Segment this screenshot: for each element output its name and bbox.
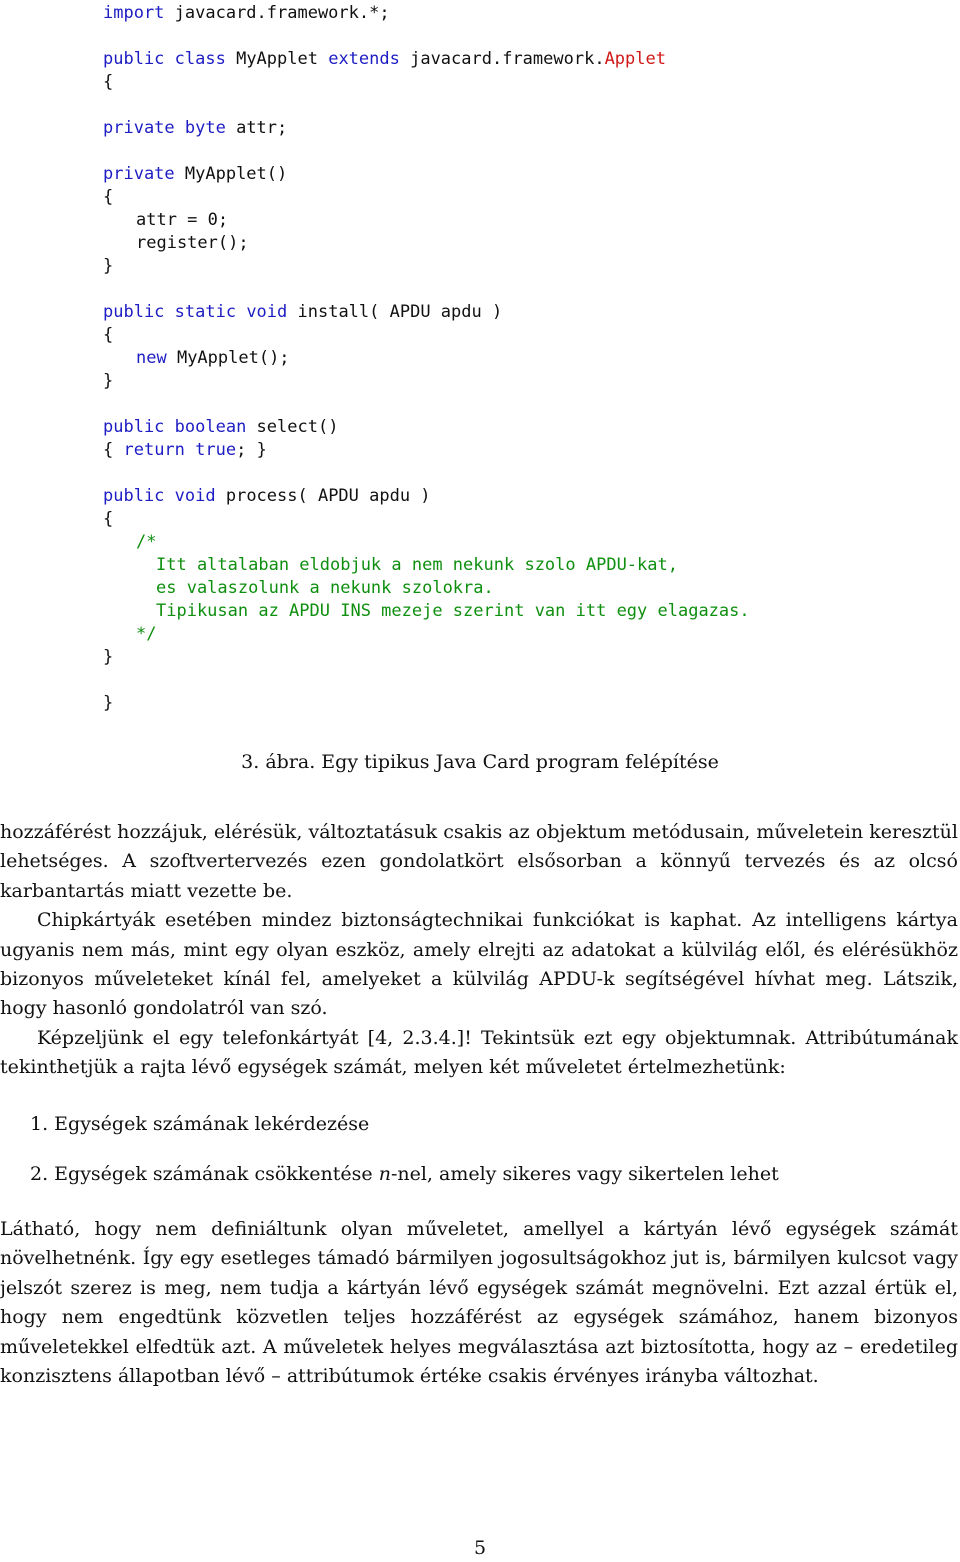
code-comment bbox=[156, 600, 750, 623]
code-class-ref: Applet bbox=[604, 49, 666, 69]
code-line bbox=[103, 255, 113, 278]
code-line bbox=[103, 186, 113, 209]
code-line bbox=[103, 324, 113, 347]
code-text: MyApplet bbox=[236, 49, 329, 69]
paragraph: Látható, hogy nem definiáltunk olyan műveletet, amellyel a kártyán lévő egységek számát növelhetnénk. Így egy esetleges támadó bármilyen jogosultságokhoz jut is, bármilyen kulcsot vagy jelszót szerez is meg, nem tudja a kártyán lévő egységek számát megnövelni. Ezt azzal értük el, hogy nem engedtünk közvetlen teljes hozzáférést az egységek számához, hanem bizonyos műveletekkel elfedtük azt. A műveletek helyes megválasztása azt biztosította, hogy az – eredetileg konzisztens állapotban lévő – attribútumok értéke csakis érvényes irányba változhat. bbox=[0, 1218, 958, 1388]
code-line bbox=[103, 370, 113, 393]
code-text: { bbox=[103, 440, 124, 460]
code-comment bbox=[156, 554, 678, 577]
list-item bbox=[30, 1160, 779, 1188]
paragraph: Chipkártyák esetében mindez biztonságtechnikai funkciókat is kaphat. Az intelligens kártya ugyanis nem más, mint egy olyan eszköz, amely elrejti az adatokat a külvilág elől, és elérésükhöz bizonyos műveleteket kínál fel, amelyeket a külvilág APDU-k segítségével hívhat meg. Látszik, hogy hasonló gondolatról van szó. bbox=[0, 909, 958, 1020]
code-comment bbox=[136, 623, 156, 646]
code-line bbox=[103, 2, 390, 25]
code-text: { bbox=[103, 325, 114, 345]
code-keyword: public bbox=[103, 417, 175, 437]
code-keyword: new bbox=[136, 348, 177, 368]
code-keyword: extends bbox=[328, 49, 411, 69]
body-text bbox=[0, 1215, 958, 1391]
code-line bbox=[103, 71, 113, 94]
code-line bbox=[103, 163, 287, 186]
code-keyword: public bbox=[103, 302, 175, 322]
paragraph: Képzeljünk el egy telefonkártyát [4, 2.3.4.]! Tekintsük ezt egy objektumnak. Attribútumának tekinthetjük a rajta lévő egységek számát, melyen két műveletet értelmezhetünk: bbox=[0, 1026, 958, 1079]
code-text: { bbox=[103, 187, 114, 207]
code-text: MyApplet() bbox=[184, 164, 288, 184]
code-keyword: public bbox=[103, 49, 175, 69]
page-number: 5 bbox=[473, 1537, 487, 1559]
code-keyword: class bbox=[174, 49, 237, 69]
code-line bbox=[136, 232, 249, 255]
code-keyword: return bbox=[123, 440, 196, 460]
list-item-text: -nel, amely sikeres vagy sikertelen lehet bbox=[390, 1163, 779, 1185]
code-line bbox=[103, 117, 287, 140]
code-line bbox=[103, 508, 113, 531]
code-line bbox=[103, 48, 666, 71]
code-keyword: void bbox=[174, 486, 226, 506]
code-text: attr = 0; bbox=[136, 210, 229, 230]
code-text: install( APDU apdu ) bbox=[297, 302, 503, 322]
code-line bbox=[136, 347, 290, 370]
code-keyword: private bbox=[103, 164, 185, 184]
math-variable: n bbox=[378, 1163, 391, 1185]
code-keyword: static bbox=[174, 302, 247, 322]
list-item: 1. Egységek számának lekérdezése bbox=[30, 1113, 370, 1135]
code-comment-text: es valaszolunk a nekunk szolokra. bbox=[156, 578, 494, 598]
code-text: register(); bbox=[136, 233, 249, 253]
code-keyword: private bbox=[103, 118, 185, 138]
code-keyword: byte bbox=[184, 118, 237, 138]
figure-caption: 3. ábra. Egy tipikus Java Card program felépítése bbox=[241, 751, 719, 773]
code-text: { bbox=[103, 509, 114, 529]
code-text: ; } bbox=[236, 440, 267, 460]
code-text: select() bbox=[256, 417, 339, 437]
code-comment bbox=[136, 531, 156, 554]
code-text: } bbox=[103, 371, 114, 391]
paragraph: hozzáférést hozzájuk, elérésük, változtatásuk csakis az objektum metódusain, műveletein keresztül lehetséges. A szoftvertervezés ezen gondolatkört elsősorban a könnyű tervezés és az olcsó karbantartás miatt vezette be. bbox=[0, 821, 958, 902]
code-comment bbox=[156, 577, 494, 600]
list-item-text: 2. Egységek számának csökkentése bbox=[30, 1163, 379, 1185]
code-line bbox=[103, 416, 338, 439]
code-line bbox=[103, 485, 431, 508]
code-keyword: boolean bbox=[174, 417, 257, 437]
code-text: } bbox=[103, 647, 114, 667]
code-line bbox=[103, 439, 267, 462]
code-line bbox=[103, 301, 502, 324]
code-comment-text: Tipikusan az APDU INS mezeje szerint van itt egy elagazas. bbox=[156, 601, 750, 621]
code-text: javacard.framework.*; bbox=[174, 3, 390, 23]
code-keyword: true bbox=[195, 440, 237, 460]
code-line bbox=[103, 646, 113, 669]
code-line bbox=[136, 209, 228, 232]
code-text: { bbox=[103, 72, 114, 92]
body-text bbox=[0, 818, 958, 1083]
code-text: } bbox=[103, 256, 114, 276]
code-comment-text: Itt altalaban eldobjuk a nem nekunk szolo APDU-kat, bbox=[156, 555, 678, 575]
code-keyword: import bbox=[103, 3, 175, 23]
code-comment-text: */ bbox=[136, 624, 157, 644]
code-listing bbox=[103, 0, 903, 713]
code-text: process( APDU apdu ) bbox=[225, 486, 431, 506]
code-keyword: public bbox=[103, 486, 175, 506]
code-text: MyApplet(); bbox=[176, 348, 290, 368]
code-text: } bbox=[103, 693, 114, 713]
code-text: attr; bbox=[236, 118, 288, 138]
code-keyword: void bbox=[246, 302, 298, 322]
code-comment-text: /* bbox=[136, 532, 157, 552]
code-text: javacard.framework. bbox=[410, 49, 605, 69]
code-line bbox=[103, 692, 113, 715]
